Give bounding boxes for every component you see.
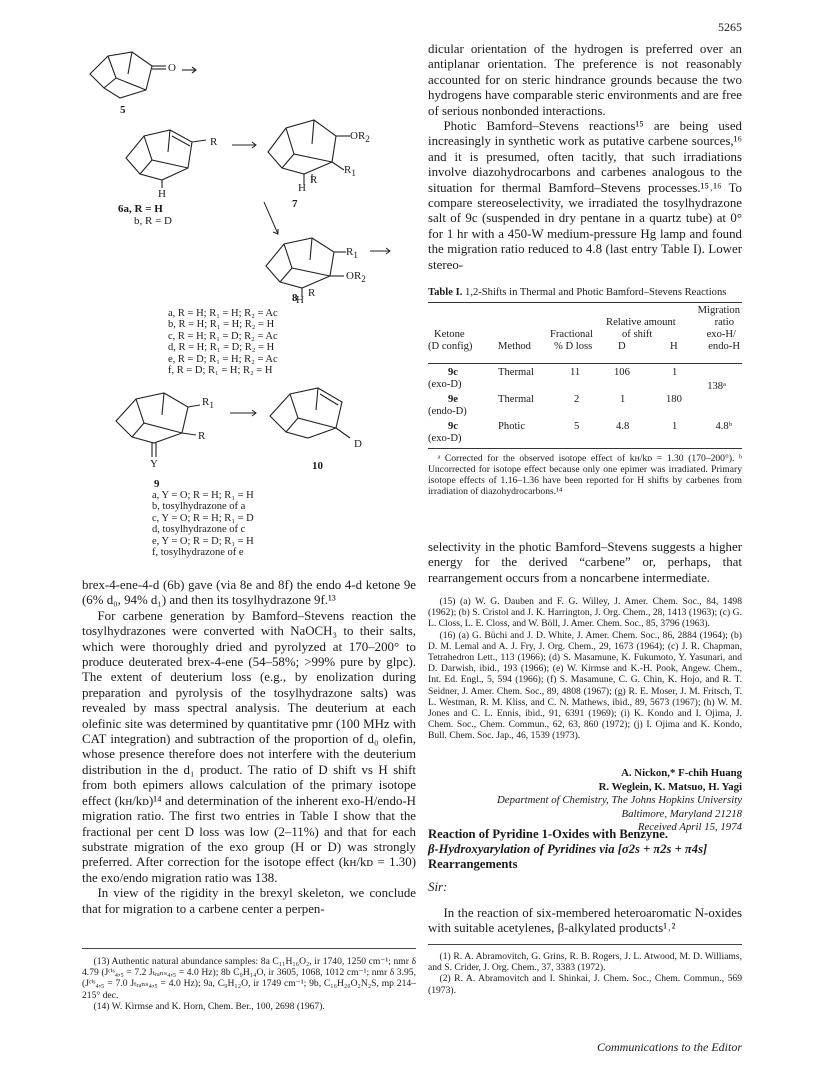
salutation: Sir:: [428, 880, 448, 894]
list-8-item: f, R = D; R₁ = H; R₂ = H: [168, 365, 273, 377]
label-10: 10: [312, 460, 323, 472]
list-9-item: d, tosylhydrazone of c: [152, 524, 246, 536]
author-block: [428, 767, 742, 835]
article-title: Reaction of Pyridine 1-Oxides with Benzyne. β-Hydroxyarylation of Pyridines via [σ2s + π2s + π4s] Rearrangements: [428, 827, 708, 871]
label-9: 9: [154, 478, 160, 490]
table-header: Migration Relative amount ratio Ketone Fractional of shift exo-H/ (D config) Method % D loss D H endo-H: [428, 305, 740, 352]
list-9-item: b, tosylhydrazone of a: [152, 501, 246, 513]
reference: (15) (a) W. G. Dauben and F. G. Willey, J. Amer. Chem. Soc., 84, 1498 (1962); (b) S. Cristol and J. K. Harrington, J. Org. Chem., 28, 1413 (1963); (c) G. L. Closs, L. E. Closs, and W. Böll, J. Amer. Chem. Soc., 85, 3796 (1963).: [428, 596, 742, 630]
author-names: R. Weglein, K. Matsuo, H. Yagi: [598, 780, 742, 793]
affiliation: Department of Chemistry, The Johns Hopkins University: [496, 794, 742, 807]
table-footnote: ᵃ Corrected for the observed isotope effect of kʜ/kᴅ = 1.30 (170–200°). ᵇ Uncorrected for isotope effect because only one epimer was irradiated. Primary isotope effects of 1.16–1.36 have been reported for H shifts by carbenes from irradiation of diazohydrocarbons.¹⁴: [428, 453, 742, 497]
atom-h-7: H: [298, 182, 306, 194]
table-row: 9e (endo-D) Thermal 2 1 180: [428, 394, 682, 417]
atom-r1-8: $R_1$: [346, 246, 358, 261]
list-9-item: f, tosylhydrazone of e: [152, 547, 244, 559]
list-8-item: a, R = H; R₁ = H; R₂ = Ac: [168, 308, 278, 319]
author-names: A. Nickon,* F-chih Huang: [621, 767, 742, 779]
table-row: 9c (exo-D) Thermal 11 106 1 138ᵃ: [428, 367, 726, 392]
list-9: [152, 490, 254, 558]
list-8-item: e, R = D; R₁ = H; R₂ = Ac: [168, 353, 278, 365]
table-1: [428, 287, 742, 497]
table-row: 9c (exo-D) Photic 5 4.8 1 4.8ᵇ: [428, 421, 732, 444]
atom-h-6: H: [158, 188, 166, 200]
paragraph: In view of the rigidity in the brexyl skeleton, we conclude that for migration to a carbene center a perpen-: [82, 886, 416, 916]
received-date: Received April 15, 1974: [637, 821, 742, 834]
paragraph: brex-4-ene-4-d (6b) gave (via 8e and 8f) the endo 4-d ketone 9e (6% d₀, 94% d₁) and then its tosylhydrazone 9f.¹³: [82, 578, 416, 608]
label-6a: 6a, R = H: [118, 203, 163, 215]
paragraph: For carbene generation by Bamford–Stevens reaction the tosylhydrazones were converted with NaOCH₃ to their salts, which were thoroughly dried and pyrolyzed at 170–200° to produce deuterated brex-4-ene (54–58%; >99% pure by glpc). The extent of deuterium loss (e.g., by enolization during preparation and pyrolysis of the tosylhydrazone salts) was revealed by mass spectral analysis. The deuterium at each olefinic site was determined by quantitative pmr (100 MHz with CAT integration) and subtraction of the proportion of d₀ olefin, whose presence therefore does not interfere with the deuterium distribution in the d₁ product. The ratio of D shift vs H shift from both epimers allows calculation of the primary isotope effect (kʜ/kᴅ)¹⁴ and determination of the inherent exo-H/endo-H migration ratio. The first two entries in Table I show that the fractional per cent D loss was low (2–11%) and that for each substrate migration of the exo group (H or D) was strongly preferred. After correction for the isotope effect (kʜ/kᴅ = 1.30) the exo/endo migration ratio was 138.: [82, 608, 416, 885]
structure-5: [84, 44, 199, 106]
footnote: (13) Authentic natural abundance samples: 8a C₁₁H₁₆O₂, ir 1740, 1250 cm⁻¹; nmr δ 4.79 (Jᶜⁱˢ₄,₅ = 7.2 Jₜᵣₐₙₛ₄,₅ = 4.0 Hz); 8b C₉H₁₄O, ir 3605, 1068, 1012 cm⁻¹; nmr δ 3.95, (Jᶜⁱˢ₄,₅ = 7.0 Jₜᵣₐₙₛ₄,₅ = 4.0 Hz); 9a, C₉H₁₂O, ir 1749 cm⁻¹; 9b, C₁₆H₂₀O₂N₂S, mp 214–215° dec.: [82, 956, 416, 1001]
article-body: In the reaction of six-membered heteroaromatic N-oxides with suitable acetylenes, β-alkylated products¹˒²: [428, 906, 742, 936]
footnote: (14) W. Kirmse and K. Horn, Chem. Ber., 100, 2698 (1967).: [93, 1000, 325, 1012]
atom-r1-9: $R_1$: [202, 396, 214, 411]
list-8-item: b, R = H; R₁ = H; R₂ = H: [168, 319, 275, 331]
atom-r-8: R: [308, 287, 316, 299]
footnotes-left: [82, 948, 416, 1012]
paragraph: dicular orientation of the hydrogen is preferred over an antiplanar orientation. The preference is not reasonably accounted for on steric hindrance grounds because the two hydrogens have comparable steric environments and are free of serious nonbonded interactions.: [428, 42, 742, 118]
references-right: [428, 596, 742, 742]
atom-h-8: H: [296, 294, 304, 306]
affiliation: Baltimore, Maryland 21218: [621, 807, 742, 820]
structure-6: [122, 122, 222, 194]
arrow-9-10: [228, 408, 260, 418]
list-9-item: a, Y = O; R = H; R₁ = H: [152, 490, 254, 501]
reference: (16) (a) G. Büchi and J. D. White, J. Amer. Chem. Soc., 86, 2884 (1964); (b) D. M. Lemal and A. J. Fry, J. Org. Chem., 29, 1673 (1964); (c) J. R. Chapman, Tetrahedron Lett., 113 (1966); (d) S. Masamune, K. Fukumoto, Y. Yasunari, and D. Darwish, ibid., 193 (1966); (e) W. Kirmse and K.-H. Pook, Angew. Chem., Int. Ed. Engl., 5, 594 (1966); (f) S. Masamune, C. G. Chin, K. Hojo, and R. T. Seidner, J. Amer. Chem. Soc., 89, 4808 (1967); (g) R. E. Moser, J. M. Fritsch, T. L. Westman, R. M. Kliss, and C. N. Mathews, ibid., 89, 5673 (1967); (h) W. M. Jones and C. L. Ennis, ibid., 91, 6391 (1969); (i) K. Kondo and I. Ojima, J. Chem. Soc., Chem. Commun., 62, 63, 860 (1972); (j) I. Ojima and K. Kondo, Bull. Chem. Soc. Jap., 46, 1539 (1973).: [428, 629, 742, 742]
list-8: [168, 308, 278, 376]
reference: (1) R. A. Abramovitch, G. Grins, R. B. Rogers, J. L. Atwood, M. D. Williams, and S. Crider, J. Org. Chem., 37, 3383 (1972).: [428, 951, 742, 974]
atom-or2-8: $OR_2$: [346, 270, 366, 285]
label-6b: b, R = D: [134, 215, 172, 227]
structure-10: [266, 380, 362, 454]
journal-section-footer: Communications to the Editor: [597, 1040, 742, 1054]
atom-r-7: R: [310, 174, 318, 186]
atom-or2-7: $OR_2$: [350, 130, 370, 145]
atom-d-10: D: [354, 438, 362, 450]
arrow-6-7: [230, 140, 260, 150]
atom-r-9: R: [198, 430, 206, 442]
left-column-body: [82, 578, 416, 917]
atom-r1-7: $R_1$: [344, 164, 356, 179]
label-5: 5: [120, 104, 126, 116]
structure-9: [112, 385, 212, 463]
references-new-article: [428, 944, 742, 996]
atom-r-6: R: [210, 136, 218, 148]
atom-y-9: Y: [150, 458, 158, 470]
page-number: 5265: [718, 20, 742, 34]
table-caption: Table I. 1,2-Shifts in Thermal and Photic Bamford–Stevens Reactions: [428, 287, 727, 298]
list-9-item: e, Y = O; R = D; R₁ = H: [152, 535, 254, 547]
arrow-8-out: [368, 246, 394, 256]
paragraph: Photic Bamford–Stevens reactions¹⁵ are being used increasingly in synthetic work as putative carbene sources,¹⁶ and it is presumed, often tacitly, that such irradiations involve diazohydrocarbons and carbenes analogous to the situation for thermal Bamford–Stevens processes.¹⁵˒¹⁶ To compare stereoselectivity, we irradiated the tosylhydrazone salt of 9c (suspended in dry pentane in a quartz tube) at 0° for 1 hr with a 450-W medium-pressure Hg lamp and found the migration ratio reduced to 4.8 (last entry Table I). Lower stereo-: [428, 119, 742, 272]
list-8-item: c, R = H; R₁ = D; R₂ = Ac: [168, 330, 278, 342]
list-9-item: c, Y = O; R = H; R₁ = D: [152, 512, 254, 524]
right-column-body: [428, 42, 742, 273]
reference: (2) R. A. Abramovitch and I. Shinkai, J. Chem. Soc., Chem. Commun., 569 (1973).: [428, 973, 742, 996]
reaction-scheme: [82, 40, 412, 575]
label-7: 7: [292, 198, 298, 210]
right-column-body-2: selectivity in the photic Bamford–Stevens suggests a higher energy for the derived “carbene” or, perhaps, that rearrangement occurs from a noncarbene intermediate.: [428, 540, 742, 585]
label-8: 8: [292, 292, 298, 304]
atom-o-5: O: [168, 62, 176, 74]
list-8-item: d, R = H; R₁ = D; R₂ = H: [168, 342, 275, 354]
